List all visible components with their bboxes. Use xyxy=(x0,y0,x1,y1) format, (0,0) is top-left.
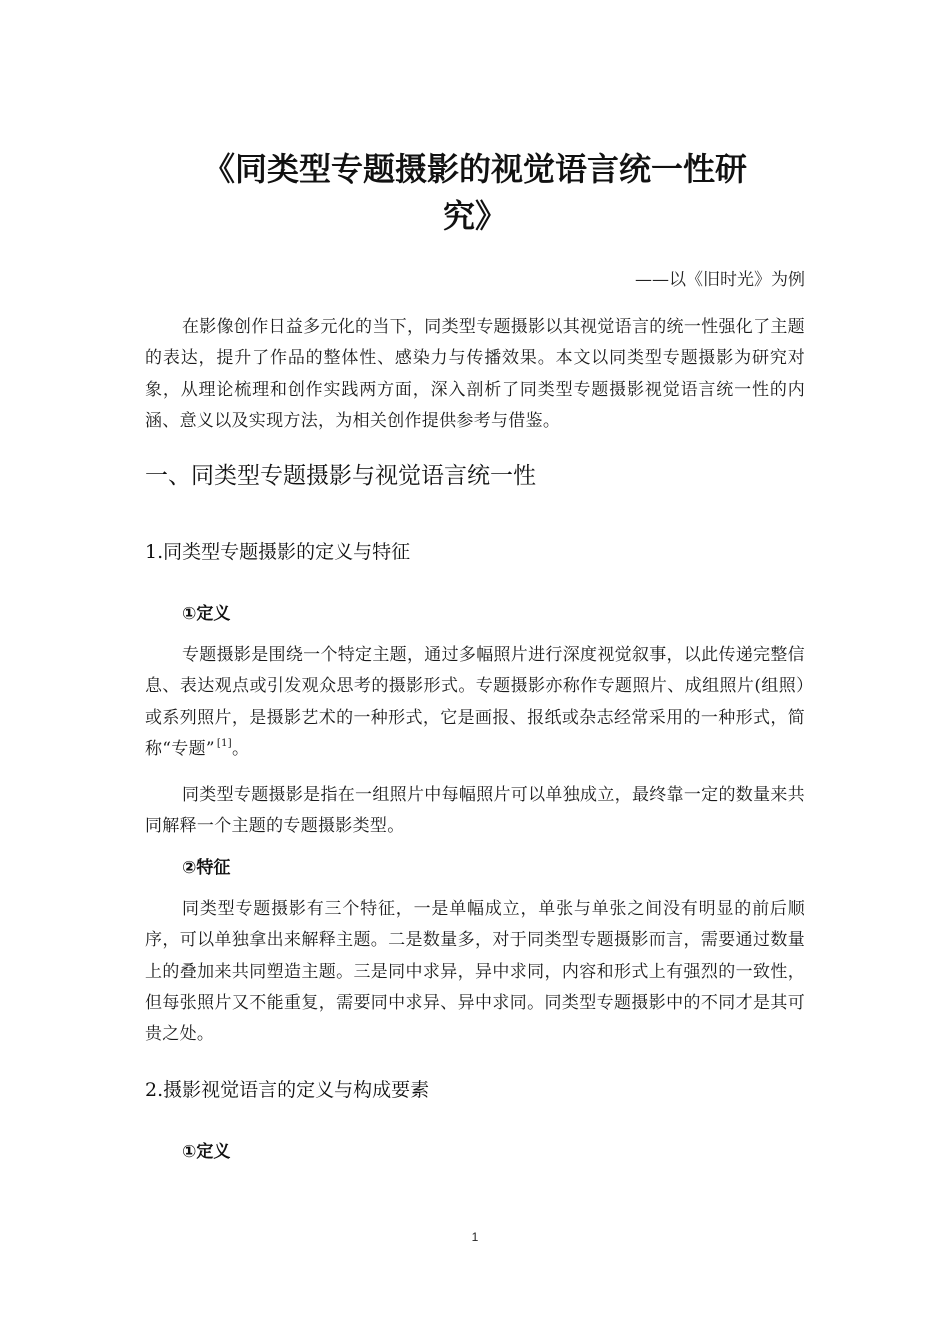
abstract-paragraph: 在影像创作日益多元化的当下，同类型专题摄影以其视觉语言的统一性强化了主题的表达，提升了作品的整体性、感染力与传播效果。本文以同类型专题摄影为研究对象，从理论梳理和创作实践两方面，深入剖析了同类型专题摄影视觉语言统一性的内涵、意义以及实现方法，为相关创作提供参考与借鉴。 xyxy=(145,317,805,431)
subsection-title: 摄影视觉语言的定义与构成要素 xyxy=(163,1079,430,1101)
page-number: 1 xyxy=(471,1230,479,1244)
subsection-title: 同类型专题摄影的定义与特征 xyxy=(163,541,411,563)
document-title-line2: 究》 xyxy=(442,197,507,235)
definition-end-punctuation: 。 xyxy=(231,738,250,759)
definition-label-2: ①定义 xyxy=(182,1142,231,1162)
subsection-heading-1 xyxy=(145,538,410,566)
citation-reference: [1] xyxy=(216,737,232,749)
document-subtitle: ——以《旧时光》为例 xyxy=(635,270,805,290)
section-heading-1: 一、同类型专题摄影与视觉语言统一性 xyxy=(145,463,536,489)
definition-label: ①定义 xyxy=(182,604,231,624)
feature-label: ②特征 xyxy=(182,858,231,878)
feature-paragraph: 同类型专题摄影有三个特征，一是单幅成立，单张与单张之间没有明显的前后顺序，可以单独拿出来解释主题。二是数量多，对于同类型专题摄影而言，需要通过数量上的叠加来共同塑造主题。三是同中求异，异中求同，内容和形式上有强烈的一致性，但每张照片又不能重复，需要同中求异、异中求同。同类型专题摄影中的不同才是其可贵之处。 xyxy=(145,899,805,1045)
subsection-number: 1. xyxy=(145,541,164,563)
subsection-number: 2. xyxy=(145,1079,164,1101)
definition-text: 专题摄影是围绕一个特定主题，通过多幅照片进行深度视觉叙事，以此传递完整信息、表达观点或引发观众思考的摄影形式。专题摄影亦称作专题照片、成组照片(组照）或系列照片，是摄影艺术的一种形式，它是画报、报纸或杂志经常采用的一种形式，简称“专题” xyxy=(145,645,805,759)
subsection-heading-2 xyxy=(145,1076,429,1104)
definition-paragraph-2: 同类型专题摄影是指在一组照片中每幅照片可以单独成立，最终靠一定的数量来共同解释一个主题的专题摄影类型。 xyxy=(145,785,805,837)
definition-paragraph xyxy=(145,640,805,765)
document-title-line1: 《同类型专题摄影的视觉语言统一性研 xyxy=(202,150,747,188)
